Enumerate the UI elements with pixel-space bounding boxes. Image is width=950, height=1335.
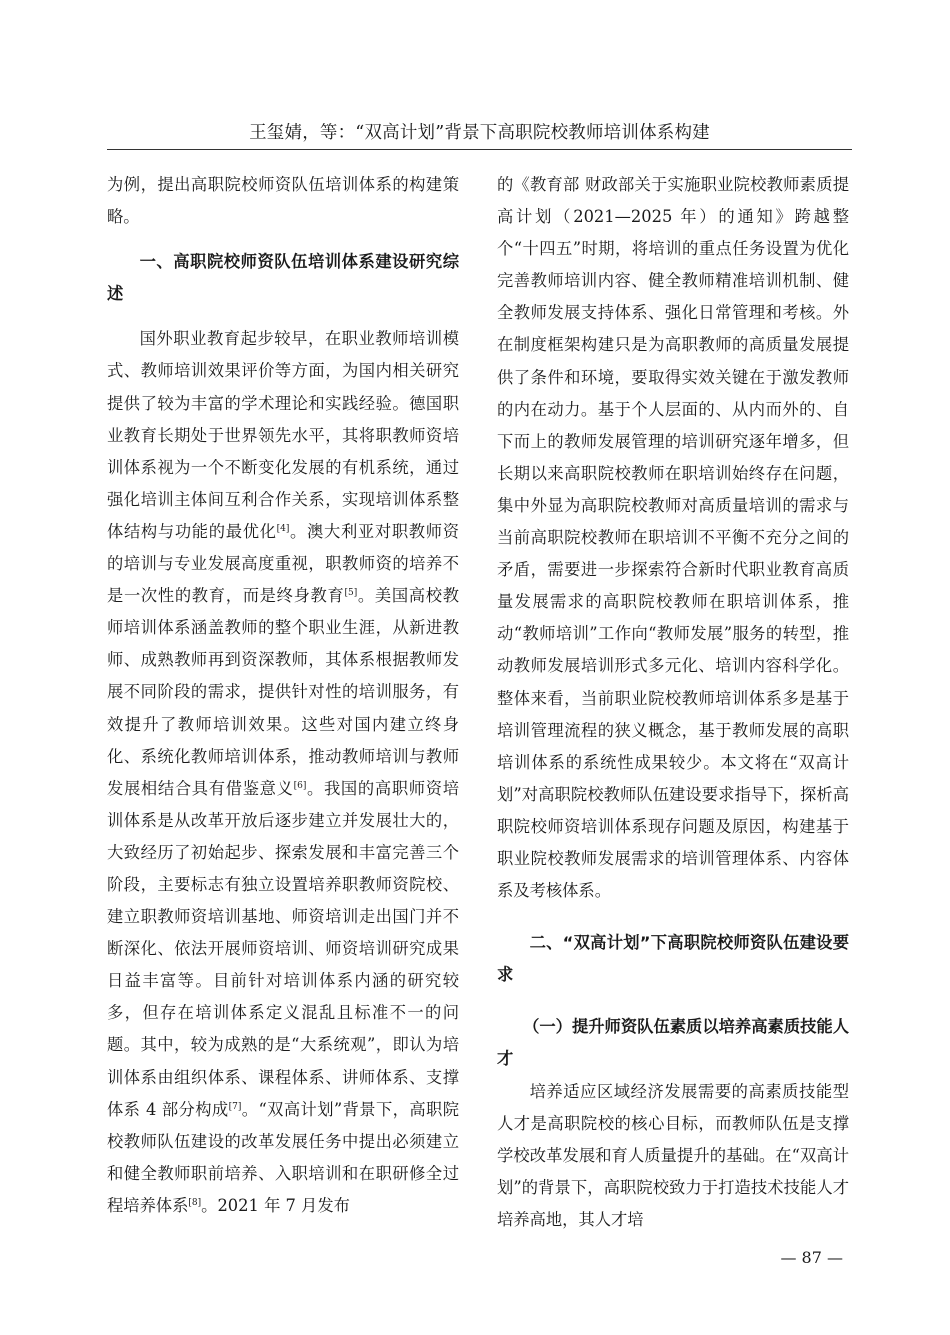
citation-ref: [7] (228, 1101, 242, 1112)
paragraph-continuation: 为例，提出高职院校师资队伍培训体系的构建策略。 (107, 175, 459, 227)
subsection-heading: （一）提升师资队伍素质以培养高素质技能人才 (497, 1017, 849, 1069)
paragraph-continuation: 的《教育部 财政部关于实施职业院校教师素质提高计划（2021—2025 年）的通知》跨越整个“十四五”时期，将培训的重点任务设置为优化完善教师培训内容、健全教师精准培训机制、健全教师发展支持体系、强化日常管理和考核。外在制度框架构建只是为高职教师的高质量发展提供了条件和环境，要取得实效关键在于激发教师的内在动力。基于个人层面的、从内而外的、自下而上的教师发展管理的培训研究逐年增多，但长期以来高职院校教师在职培训始终存在问题，集中外显为高职院校教师对高质量培训的需求与当前高职院校教师在职培训不平衡不充分之间的矛盾，需要进一步探索符合新时代职业教育高质量发展需求的高职院校教师在职培训体系，推动“教师培训”工作向“教师发展”服务的转型，推动教师发展培训形式多元化、培训内容科学化。整体来看，当前职业院校教师培训体系多是基于培训管理流程的狭义概念，基于教师发展的高职培训体系的系统性成果较少。本文将在“双高计划”对高职院校教师队伍建设要求指导下，探析高职院校师资培训体系现存问题及原因，构建基于职业院校教师发展需求的培训管理体系、内容体系及考核体系。 (497, 175, 849, 901)
page-number: — 87 — (780, 1248, 843, 1267)
text-span: 。2021 年 7 月发布 (201, 1195, 350, 1215)
paragraph-body: 培养适应区域经济发展需要的高素质技能型人才是高职院校的核心目标，而教师队伍是支撑学校改革发展和育人质量提升的基础。在“双高计划”的背景下，高职院校致力于打造技术技能人才培养高地，其人才培 (497, 1081, 849, 1229)
section-heading-1: 一、高职院校师资队伍培训体系建设研究综述 (107, 252, 459, 304)
citation-ref: [8] (188, 1197, 202, 1208)
citation-ref: [4] (276, 523, 290, 534)
citation-ref: [5] (344, 588, 358, 599)
paragraph-literature-review (107, 323, 459, 1222)
section-heading-2: 二、“双高计划”下高职院校师资队伍建设要求 (497, 933, 849, 985)
text-span: 。美国高校教师培训体系涵盖教师的整个职业生涯，从新进教师、成熟教师再到资深教师，其体系根据教师发展不同阶段的需求，提供针对性的培训服务，有效提升了教师培训效果。这些对国内建立终身化、系统化教师培训体系，推动教师培训与教师发展相结合具有借鉴意义 (107, 586, 459, 798)
text-span: 。我国的高职师资培训体系是从改革开放后逐步建立并发展壮大的，大致经历了初始起步、探索发展和丰富完善三个阶段，主要标志有独立设置培养职教师资院校、建立职教师资培训基地、师资培训走出国门并不断深化、依法开展师资培训、师资培训研究成果日益丰富等。目前针对培训体系内涵的研究较多，但存在培训体系定义混乱且标准不一的问题。其中，较为成熟的是“大系统观”，即认为培训体系由组织体系、课程体系、讲师体系、支撑体系 4 部分构成 (107, 778, 459, 1119)
text-span: 国外职业教育起步较早，在职业教师培训模式、教师培训效果评价等方面，为国内相关研究提供了较为丰富的学术理论和实践经验。德国职业教育长期处于世界领先水平，其将职教师资培训体系视为一个不断变化发展的有机系统，通过强化培训主体间互利合作关系，实现培训体系整体结构与功能的最优化 (107, 329, 459, 541)
text-span: 。澳大利亚对职教师资的培训与专业发展高度重视，职教师资的培养不是一次性的教育，而是终身教育 (107, 521, 459, 606)
text-span: 。“双高计划”背景下，高职院校教师队伍建设的改革发展任务中提出必须建立和健全教师职前培养、入职培训和在职研修全过程培养体系 (107, 1099, 459, 1215)
citation-ref: [6] (293, 780, 307, 791)
right-column (497, 169, 849, 1236)
running-header: 王玺婧，等：“双高计划”背景下高职院校教师培训体系构建 (249, 123, 710, 143)
left-column (107, 169, 459, 1222)
header-rule (107, 149, 852, 150)
